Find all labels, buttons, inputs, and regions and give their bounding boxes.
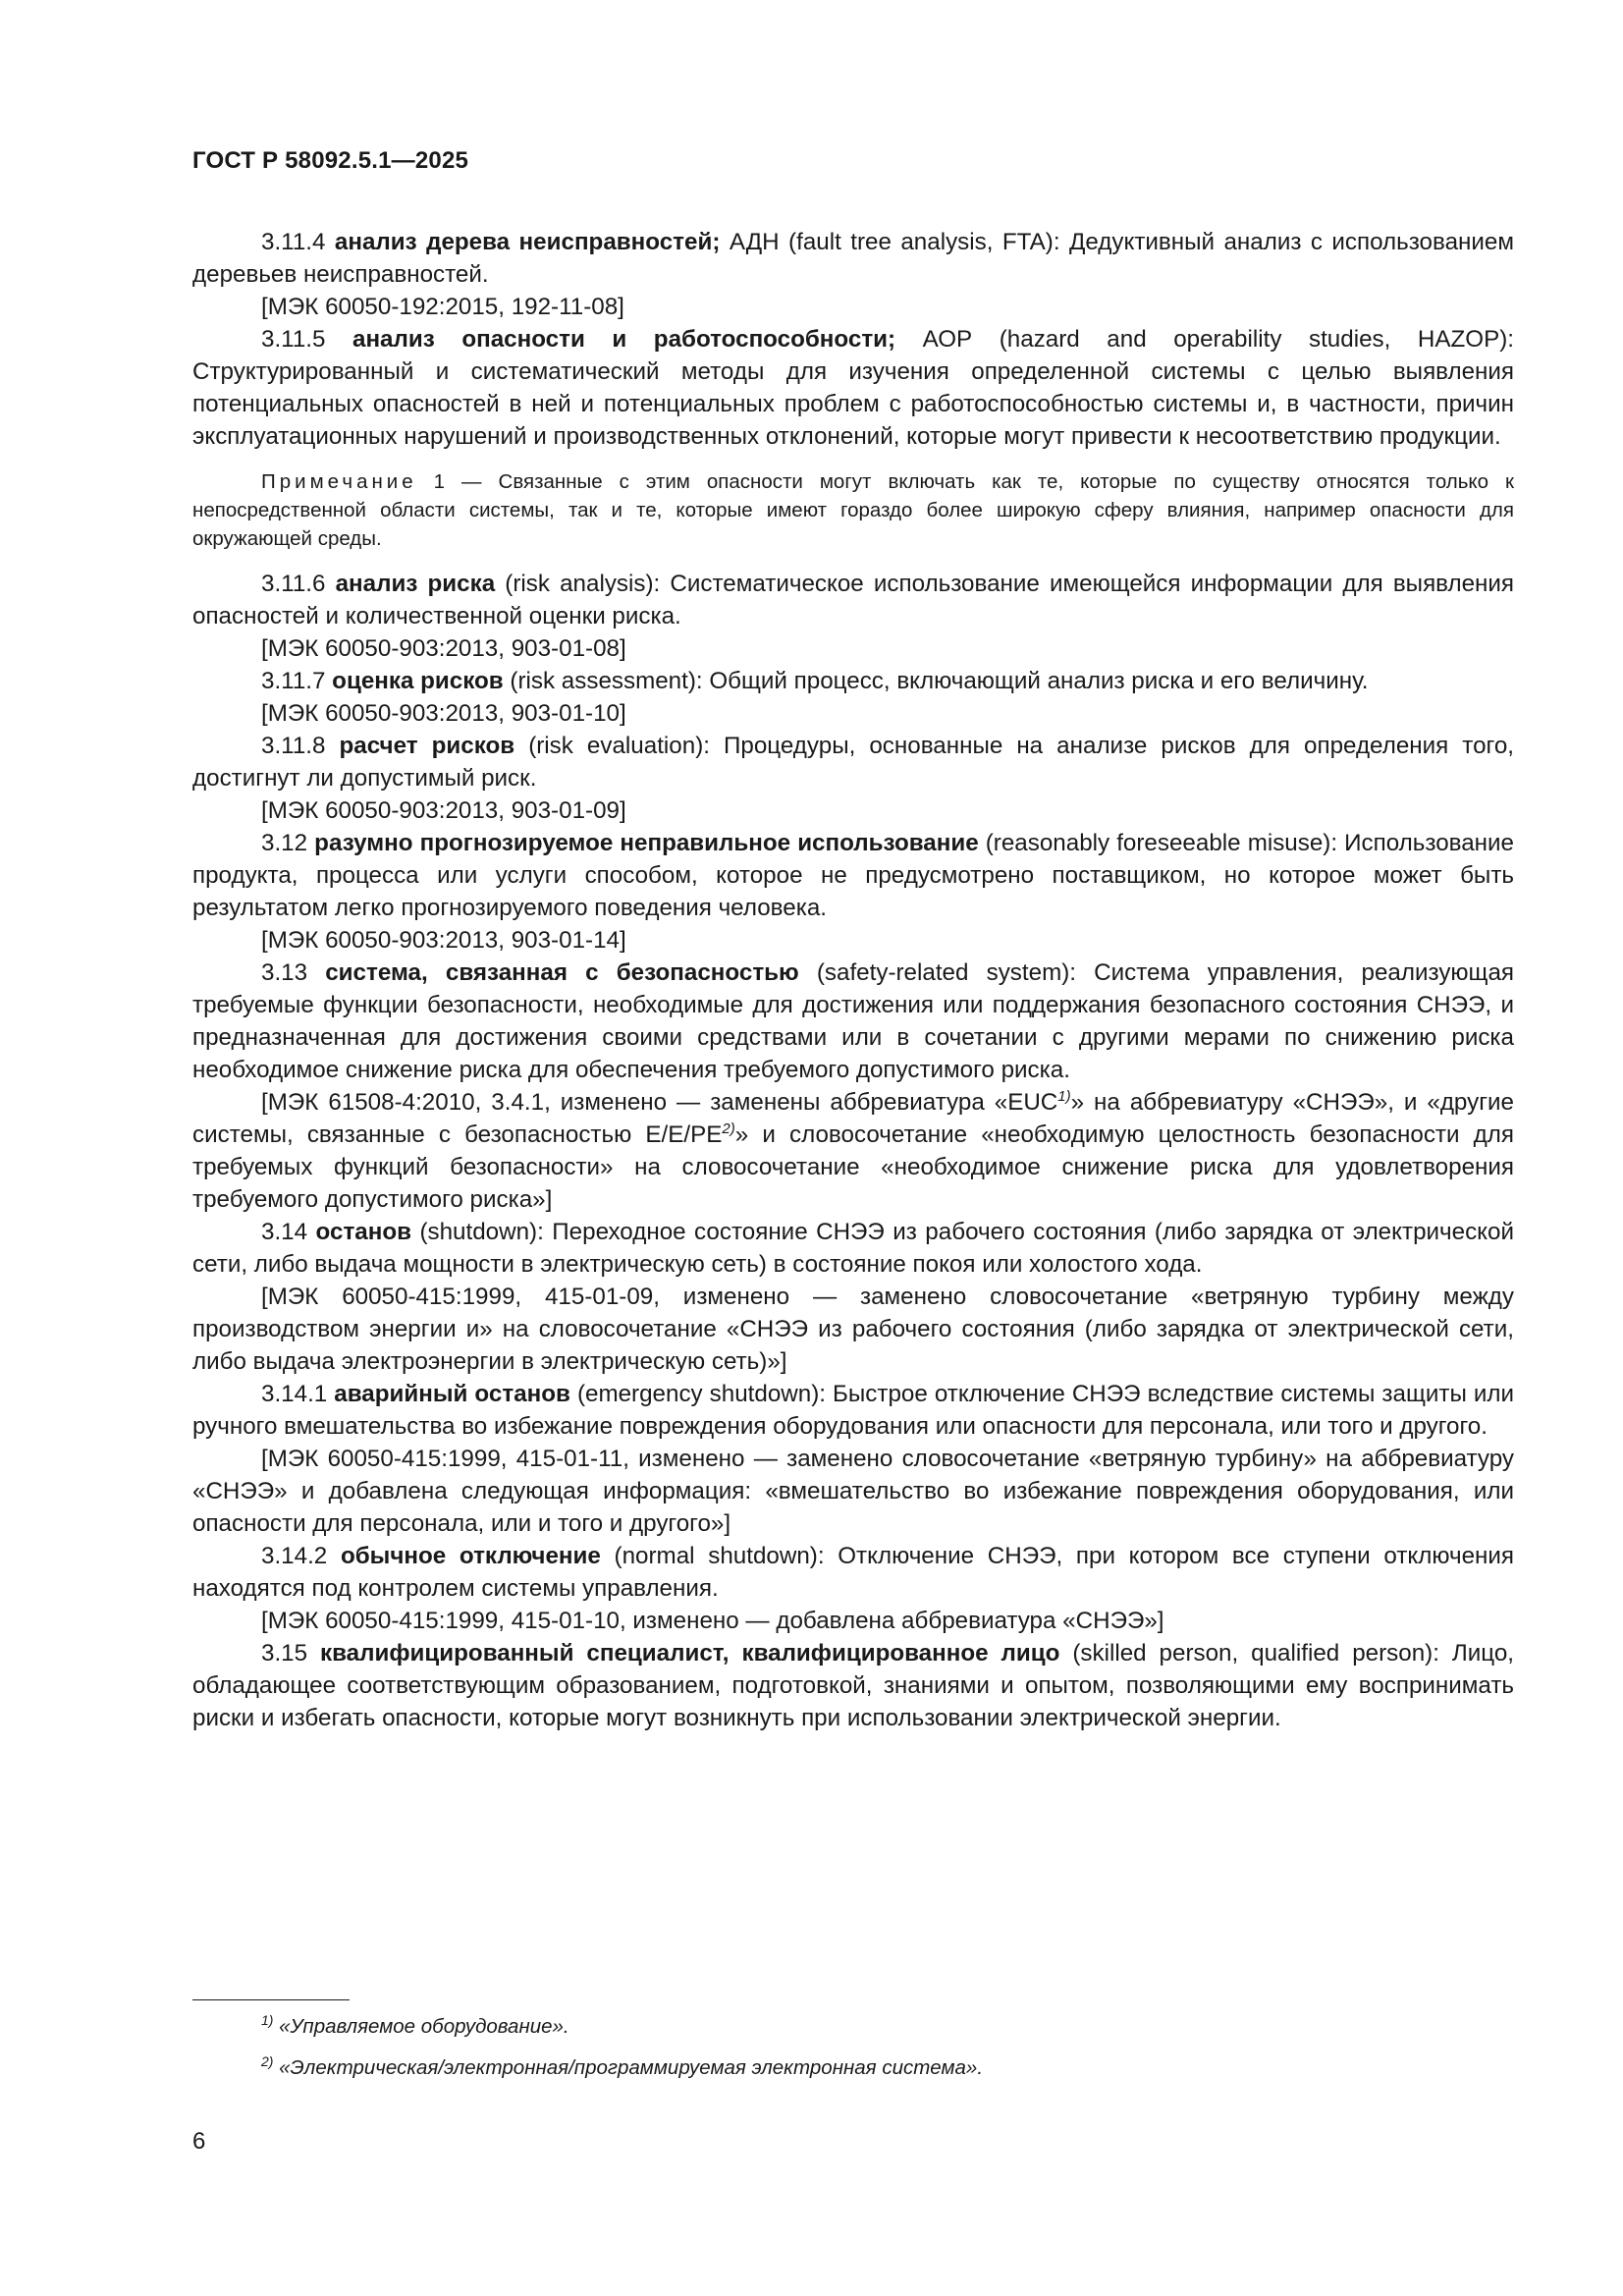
term-entry-3-13 bbox=[192, 957, 1514, 1086]
footnote-2 bbox=[261, 2054, 1508, 2082]
term-reference bbox=[192, 1605, 1514, 1637]
term-name: останов bbox=[315, 1219, 411, 1245]
term-definition: (emergency shutdown): Быстрое отключение СНЭЭ вследствие системы защиты или ручного вмешательства во избежание повреждения оборудования или опасности для персонала, или того и другого. bbox=[192, 1381, 1515, 1440]
footnote-divider bbox=[192, 1999, 350, 2000]
term-definition: (reasonably foreseeable misuse): Использование продукта, процесса или услуги способом, которое не предусмотрено поставщиком, но которое может быть результатом легко прогнозируемого поведения человека. bbox=[192, 830, 1514, 921]
term-reference bbox=[192, 794, 1514, 827]
term-entry-3-11-5 bbox=[192, 323, 1514, 453]
term-entry-3-11-4 bbox=[192, 226, 1514, 291]
reference-text: [МЭК 60050-192:2015, 192-11-08] bbox=[261, 294, 624, 320]
note-label: Примечание bbox=[261, 470, 417, 493]
term-definition: (normal shutdown): Отключение СНЭЭ, при котором все ступени отключения находятся под контролем системы управления. bbox=[192, 1543, 1514, 1602]
reference-text: » и словосочетание «необходимую целостность безопасности для требуемых функций безопасности» на словосочетание «необходимое снижение риска для удовлетворения требуемого допустимого риска»] bbox=[192, 1121, 1514, 1213]
term-reference bbox=[192, 1443, 1514, 1540]
term-number: 3.14.2 bbox=[261, 1543, 341, 1569]
term-reference bbox=[192, 697, 1514, 730]
term-number: 3.14 bbox=[261, 1219, 316, 1245]
reference-text: [МЭК 60050-903:2013, 903-01-08] bbox=[261, 635, 626, 662]
footnote-mark-2[interactable]: 2) bbox=[722, 1121, 735, 1137]
term-number: 3.13 bbox=[261, 959, 326, 986]
term-reference bbox=[192, 632, 1514, 665]
term-entry-3-14-1 bbox=[192, 1378, 1514, 1443]
term-entry-3-14-2 bbox=[192, 1540, 1514, 1605]
reference-text: [МЭК 60050-415:1999, 415-01-09, изменено — заменено словосочетание «ветряную турбину между производством энергии и» на словосочетание «СНЭЭ из рабочего состояния (либо зарядка от электрической сети, либо выдача электроэнергии в электрическую сеть)»] bbox=[192, 1284, 1514, 1375]
term-number: 3.11.4 bbox=[261, 229, 335, 255]
term-number: 3.11.8 bbox=[261, 733, 340, 759]
reference-text: [МЭК 60050-903:2013, 903-01-10] bbox=[261, 700, 626, 727]
reference-text: » на аббревиатуру «СНЭЭ», и «другие системы, связанные с безопасностью E/E/PE bbox=[192, 1089, 1514, 1148]
reference-text: [МЭК 60050-415:1999, 415-01-10, изменено — добавлена аббревиатура «СНЭЭ»] bbox=[261, 1608, 1164, 1634]
term-reference-3-13 bbox=[192, 1086, 1514, 1216]
term-entry-3-11-8 bbox=[192, 730, 1514, 794]
term-name: анализ риска bbox=[335, 571, 496, 597]
term-name: расчет рисков bbox=[339, 733, 515, 759]
reference-text: [МЭК 60050-415:1999, 415-01-11, изменено — заменено словосочетание «ветряную турбину» на аббревиатуру «СНЭЭ» и добавлена следующая информация: «вмешательство во избежание повреждения оборудования, или опасности для персонала, или и того и другого»] bbox=[192, 1446, 1514, 1537]
note-text: 1 — Связанные с этим опасности могут включать как те, которые по существу относятся только к непосредственной области системы, так и те, которые имеют гораздо более широкую сферу влияния, например опасности для окружающей среды. bbox=[192, 470, 1514, 550]
footnote-1 bbox=[261, 2013, 1508, 2041]
term-name: разумно прогнозируемое неправильное использование bbox=[314, 830, 979, 856]
term-entry-3-14 bbox=[192, 1216, 1514, 1281]
footnote-mark: 1) bbox=[261, 2012, 274, 2028]
term-definition: (safety-related system): Система управления, реализующая требуемые функции безопасности, необходимые для достижения или поддержания безопасного состояния СНЭЭ, и предназначенная для достижения своими средствами или в сочетании с другими мерами по снижению риска необходимое снижение риска для обеспечения требуемого допустимого риска. bbox=[192, 959, 1514, 1083]
term-name: квалифицированный специалист, квалифицированное лицо bbox=[320, 1640, 1060, 1667]
term-definition: (risk analysis): Систематическое использование имеющейся информации для выявления опасностей и количественной оценки риска. bbox=[192, 571, 1514, 629]
footnote-mark: 2) bbox=[261, 2053, 274, 2069]
term-definition: (shutdown): Переходное состояние СНЭЭ из рабочего состояния (либо зарядка от электрической сети, либо выдача мощности в электрическую сеть) в состояние покоя или холостого хода. bbox=[192, 1219, 1514, 1278]
footnotes bbox=[261, 2013, 1508, 2096]
term-reference bbox=[192, 924, 1514, 957]
term-name: обычное отключение bbox=[340, 1543, 601, 1569]
term-number: 3.11.5 bbox=[261, 326, 352, 353]
term-definition: (risk assessment): Общий процесс, включающий анализ риска и его величину. bbox=[503, 668, 1369, 694]
term-definition: АОР (hazard and operability studies, HAZOP): Структурированный и систематический методы для изучения определенной системы с целью выявления потенциальных опасностей в ней и потенциальных проблем с работоспособностью системы и, в частности, причин эксплуатационных нарушений и производственных отклонений, которые могут привести к несоответствию продукции. bbox=[192, 326, 1514, 450]
term-name: анализ дерева неисправностей; bbox=[334, 229, 721, 255]
term-name: аварийный останов bbox=[334, 1381, 570, 1407]
term-definition: (risk evaluation): Процедуры, основанные на анализе рисков для определения того, достигнут ли допустимый риск. bbox=[192, 733, 1514, 792]
term-reference bbox=[192, 291, 1514, 323]
term-definition: АДН (fault tree analysis, FTA): Дедуктивный анализ с использованием деревьев неисправностей. bbox=[192, 229, 1514, 288]
term-entry-3-12 bbox=[192, 827, 1514, 924]
reference-text: [МЭК 60050-903:2013, 903-01-14] bbox=[261, 927, 626, 954]
footnote-text: «Управляемое оборудование». bbox=[273, 2015, 569, 2038]
term-number: 3.11.7 bbox=[261, 668, 333, 694]
term-name: оценка рисков bbox=[332, 668, 504, 694]
term-entry-3-11-6 bbox=[192, 568, 1514, 632]
term-name: система, связанная с безопасностью bbox=[325, 959, 799, 986]
term-definition: (skilled person, qualified person): Лицо, обладающее соответствующим образованием, подготовкой, знаниями и опытом, позволяющими ему воспринимать риски и избегать опасности, которые могут возникнуть при использовании электрической энергии. bbox=[192, 1640, 1515, 1731]
term-number: 3.12 bbox=[261, 830, 315, 856]
note-block bbox=[192, 467, 1514, 553]
term-number: 3.14.1 bbox=[261, 1381, 335, 1407]
term-entry-3-15 bbox=[192, 1637, 1514, 1734]
term-number: 3.11.6 bbox=[261, 571, 336, 597]
term-name: анализ опасности и работоспособности; bbox=[352, 326, 896, 353]
document-body bbox=[192, 226, 1514, 1734]
document-header: ГОСТ Р 58092.5.1—2025 bbox=[192, 147, 469, 174]
footnote-text: «Электрическая/электронная/программируемая электронная система». bbox=[273, 2056, 984, 2079]
term-entry-3-11-7 bbox=[192, 665, 1514, 697]
term-number: 3.15 bbox=[261, 1640, 321, 1667]
page-number: 6 bbox=[192, 2128, 206, 2155]
term-reference bbox=[192, 1281, 1514, 1378]
footnote-mark-1[interactable]: 1) bbox=[1057, 1088, 1071, 1105]
reference-text: [МЭК 61508-4:2010, 3.4.1, изменено — заменены аббревиатура «EUC bbox=[261, 1089, 1058, 1116]
reference-text: [МЭК 60050-903:2013, 903-01-09] bbox=[261, 797, 626, 824]
